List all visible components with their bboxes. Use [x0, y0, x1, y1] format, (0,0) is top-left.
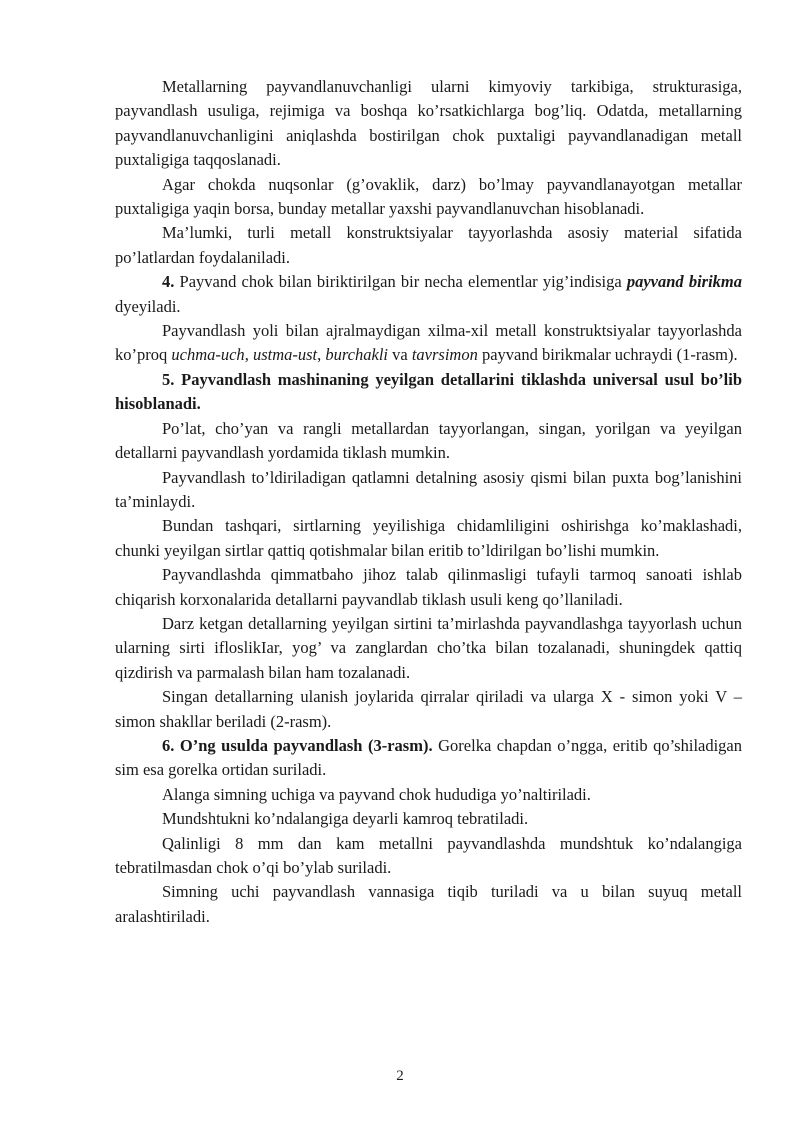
paragraph [115, 612, 742, 685]
paragraph [115, 221, 742, 270]
text-run: Mundshtukni ko’ndalangiga deyarli kamroq tebratiladi. [162, 809, 529, 829]
text-run: uchma-uch [171, 345, 245, 365]
text-run: Simning uchi payvandlash vannasiga tiqib turiladi va u bilan suyuq metall aralashtiriladi. [115, 882, 742, 926]
paragraph [115, 734, 742, 783]
text-run: Ma’lumki, turli metall konstruktsiyalar tayyorlashda asosiy material sifatida po’latlardan foydalaniladi. [115, 223, 742, 267]
text-run: Payvandlash yoli bilan ajralmaydigan xilma-xil metall konstruktsiyalar tayyorlashda ko’proq [115, 321, 742, 365]
paragraph [115, 807, 742, 831]
text-run: va [387, 345, 412, 365]
text-run: 5. Payvandlash mashinaning yeyilgan detallarini tiklashda universal usul bo’lib hisoblanadi. [115, 369, 742, 414]
text-run: Bundan tashqari, sirtlarning yeyilishiga chidamliligini oshirishga ko’maklashadi, chunki yeyilgan sirtlar qattiq qotishmalar bilan eritib to’ldirilgan bo’lishi mumkin. [115, 516, 742, 560]
page-number: 2 [396, 1068, 404, 1084]
paragraph [115, 563, 742, 612]
paragraph [115, 832, 742, 881]
text-run: Qalinligi 8 mm dan kam metallni payvandlashda mundshtuk ko’ndalangiga tebratilmasdan chok o’qi bo’ylab suriladi. [115, 833, 742, 877]
paragraph [115, 880, 742, 929]
text-run: Alanga simning uchiga va payvand chok hududiga yo’naltiriladi. [162, 784, 591, 804]
paragraph [115, 417, 742, 466]
paragraph [115, 783, 742, 807]
text-run: Singan detallarning ulanish joylarida qirralar qiriladi va ularga X - simon yoki V – simon shakllar beriladi (2-rasm). [115, 687, 742, 731]
paragraph [115, 685, 742, 734]
text-run: 6. O’ng usulda payvandlash (3-rasm). [162, 735, 433, 755]
text-run: Payvandlashda qimmatbaho jihoz talab qilinmasligi tufayli tarmoq sanoati ishlab chiqarish korxonalarida detallarni payvandlab tiklash usuli keng qo’llaniladi. [115, 565, 742, 609]
text-run: Payvand chok bilan biriktirilgan bir necha elementlar yig’indisiga [174, 272, 627, 292]
paragraph [115, 173, 742, 222]
text-run: tavrsimon [411, 345, 478, 365]
paragraph [115, 368, 742, 417]
text-run: Metallarning payvandlanuvchanligi ularni kimyoviy tarkibiga, strukturasiga, payvandlash usuliga, rejimiga va boshqa ko’rsatkichlarga bog’liq. Odatda, metallarning payvandlanuvchanligini aniqlashda bostirilgan chok puxtaligi payvandlanadigan metall puxtaligiga taqqoslanadi. [115, 77, 742, 170]
text-run: Po’lat, cho’yan va rangli metallardan tayyorlangan, singan, yorilgan va yeyilgan detallarni payvandlash yordamida tiklash mumkin. [115, 418, 742, 463]
text-run: Gorelka chapdan o’ngga, eritib qo’shiladigan sim esa gorelka ortidan suriladi. [115, 735, 743, 780]
text-run: payvand birikmalar uchraydi (1-rasm). [477, 345, 738, 365]
paragraph [115, 319, 742, 368]
text-run: , [317, 345, 326, 365]
paragraph [115, 514, 742, 563]
text-run: dyeyiladi. [115, 296, 181, 316]
text-run: ustma-ust [252, 345, 318, 365]
text-run: 4. [162, 272, 175, 292]
text-run: Agar chokda nuqsonlar (g’ovaklik, darz) bo’lmay payvandlanayotgan metallar puxtaligiga yaqin borsa, bunday metallar yaxshi payvandlanuvchan hisoblanadi. [115, 174, 742, 219]
text-run: burchakli [325, 345, 388, 365]
document-body [115, 75, 742, 929]
text-run: , [244, 345, 253, 365]
paragraph [115, 75, 742, 173]
text-run: Payvandlash to’ldiriladigan qatlamni detalning asosiy qismi bilan puxta bog’lanishini ta’minlaydi. [115, 467, 742, 511]
text-run: payvand birikma [626, 272, 742, 292]
text-run: Darz ketgan detallarning yeyilgan sirtini ta’mirlashda payvandlashga tayyorlash uchun ularning sirti ifloslikIar, yog’ va zanglardan cho’tka bilan tozalanadi, shuningdek qattiq qizdirish va parmalash bilan ham tozalanadi. [115, 613, 742, 682]
paragraph [115, 466, 742, 515]
paragraph [115, 270, 742, 319]
